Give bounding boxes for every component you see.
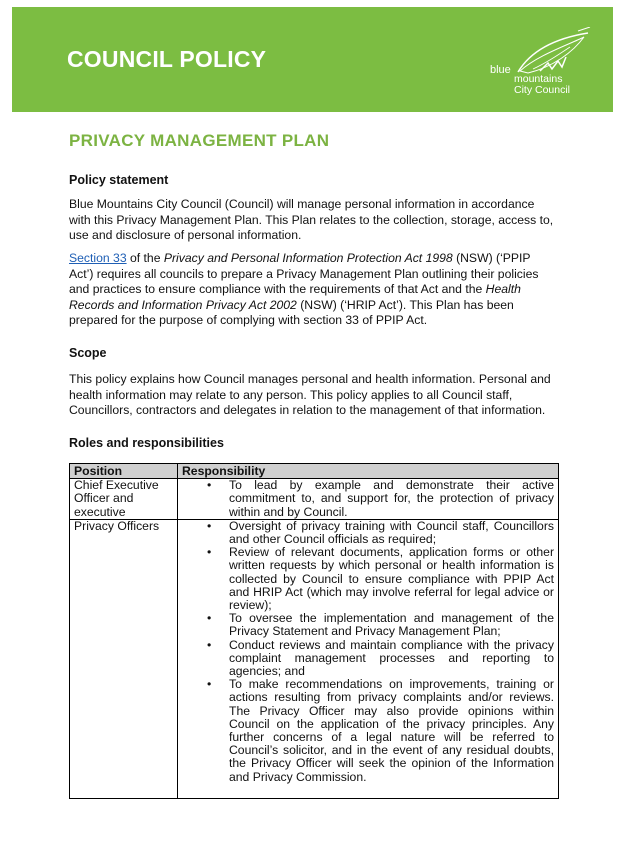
roles-heading: Roles and responsibilities [69,436,224,450]
list-item: • Oversight of privacy training with Council staff, Councillors and other Council officials as required; [182,520,554,546]
responsibility-cell [178,479,559,520]
header-banner [12,7,613,112]
list-item: • To lead by example and demonstrate their active commitment to, and support for, the protection of privacy within and by Council. [182,479,554,519]
para2-text-1: of the [126,251,164,265]
table-header-row [70,464,559,479]
responsibility-list [182,520,554,784]
column-header-responsibility: Responsibility [178,464,559,479]
position-cell: Chief Executive Officer and executive [70,479,178,520]
logo-line-2: mountains [514,73,563,85]
ppip-act-title: Privacy and Personal Information Protection Act 1998 [163,251,453,265]
responsibility-cell [178,519,559,798]
para2-text-2: (NSW) (‘PPIP Act’) requires all councils to prepare a Privacy Management Plan outlining their policies and practices to ensure compliance with the requirements of that Act and the [69,251,539,297]
document-title: PRIVACY MANAGEMENT PLAN [69,131,330,150]
list-item: • To oversee the implementation and management of the Privacy Statement and Privacy Management Plan; [182,612,554,638]
column-header-position: Position [70,464,178,479]
scope-heading: Scope [69,346,107,360]
roles-table [69,463,559,799]
council-logo [478,27,598,102]
logo-line-3: City Council [514,84,571,96]
position-cell: Privacy Officers [70,519,178,798]
policy-statement-para-1: Blue Mountains City Council (Council) will manage personal information in accordance with this Privacy Management Plan. This Plan relates to the collection, storage, access to, use and disclosure of personal information. [69,197,554,243]
policy-statement-para-2 [69,251,554,329]
para2-text-3: (NSW) (‘HRIP Act’). This Plan has been prepared for the purpose of complying with section 33 of PPIP Act. [69,297,514,328]
table-row [70,479,559,520]
list-item: • Conduct reviews and maintain compliance with the privacy complaint management processes and reporting to agencies; and [182,639,554,679]
policy-statement-heading: Policy statement [69,173,169,187]
list-item: • Review of relevant documents, application forms or other written requests by which personal or health information is collected by Council to ensure compliance with PPIP Act and HRIP Act (which may involve referral for legal advice or review); [182,546,554,612]
responsibility-list [182,479,554,519]
scope-para: This policy explains how Council manages personal and health information. Personal and health information may relate to any person. This policy applies to all Council staff, Councillors, contractors and delegates in relation to the management of that information. [69,372,551,418]
logo-line-1: blue [490,64,511,76]
table-row [70,519,559,798]
hrip-act-title: Health Records and Information Privacy Act 2002 [69,282,521,312]
banner-title: COUNCIL POLICY [67,46,267,72]
list-item: • To make recommendations on improvements, training or actions resulting from privacy complaints and/or reviews. The Privacy Officer may also provide opinions within Council on the application of the privacy principles. Any further concerns of a legal nature will be referred to Council’s solicitor, and in the event of any residual doubts, the Privacy Officer will seek the opinion of the Information and Privacy Commission. [182,678,554,784]
section-33-link[interactable]: Section 33 [69,251,127,265]
